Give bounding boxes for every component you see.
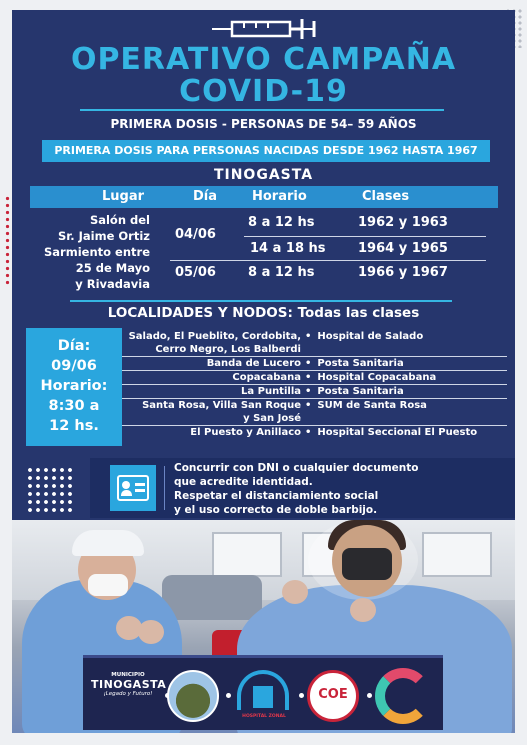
list-item — [122, 399, 507, 426]
sponsor-logos-bar — [83, 655, 443, 730]
row-time: 8 a 12 hs — [248, 265, 315, 280]
locality-line: Santa Rosa, Villa San Roque — [142, 400, 301, 411]
localities-heading: LOCALIDADES Y NODOS: Todas las clases — [107, 305, 420, 321]
health-site: • Hospital Copacabana — [305, 371, 507, 384]
locality-line: Cerro Negro, Los Balberdi — [155, 344, 301, 355]
list-item — [122, 371, 507, 385]
locality-names: La Puntilla — [241, 386, 301, 397]
health-site: • Posta Sanitaria — [305, 385, 507, 398]
hospital-logo — [233, 668, 293, 726]
divider — [164, 466, 165, 510]
locality-names: Copacabana — [232, 372, 301, 383]
requirements-text — [174, 461, 504, 517]
landscape-logo — [167, 670, 219, 722]
separator-dot — [367, 693, 372, 698]
time-value: 8:30 a — [48, 398, 100, 414]
logo-caption: MUNICIPIO — [111, 672, 145, 678]
row-classes: 1962 y 1963 — [358, 215, 448, 230]
page-title-line2: COVID-19 — [179, 74, 348, 109]
requirement-line: y el uso correcto de doble barbijo. — [174, 504, 378, 516]
table-divider — [170, 260, 486, 261]
health-site: • Hospital de Salado — [305, 330, 507, 356]
row-time: 8 a 12 hs — [248, 215, 315, 230]
day-value: 09/06 — [51, 358, 97, 374]
row-day: 05/06 — [175, 265, 216, 280]
date-time-box — [26, 328, 122, 446]
campaign-poster — [12, 10, 515, 733]
health-site: • SUM de Santa Rosa — [305, 399, 507, 425]
separator-dot — [299, 693, 304, 698]
divider — [70, 300, 452, 302]
table-divider — [244, 236, 486, 237]
coe-logo — [307, 670, 359, 722]
list-item — [122, 385, 507, 399]
subtitle: PRIMERA DOSIS - PERSONAS DE 54– 59 AÑOS — [110, 117, 417, 131]
catamarca-logo — [375, 668, 431, 726]
row-time: 14 a 18 hs — [250, 241, 326, 256]
venue-address — [30, 212, 150, 292]
row-day: 04/06 — [175, 227, 216, 242]
list-item — [122, 426, 507, 439]
venue-line: 25 de Mayo — [75, 261, 150, 275]
birth-year-band: PRIMERA DOSIS PARA PERSONAS NACIDAS DESDE 1962 HASTA 1967 — [42, 140, 490, 162]
locality-line: y San José — [243, 413, 301, 424]
logo-caption: HOSPITAL ZONAL — [242, 714, 286, 719]
page-title: OPERATIVO CAMPAÑA — [70, 42, 457, 77]
row-classes: 1964 y 1965 — [358, 241, 448, 256]
syringe-icon — [210, 16, 320, 42]
logo-name: TINOGASTA — [91, 678, 167, 691]
locality-line: Salado, El Pueblito, Cordobita, — [128, 331, 301, 342]
city-heading: TINOGASTA — [213, 167, 314, 183]
logo-tagline: ¡Legado y Futuro! — [103, 691, 153, 697]
requirement-line: Concurrir con DNI o cualquier documento — [174, 462, 419, 474]
requirement-line: Respetar el distanciamiento social — [174, 490, 379, 502]
list-item — [122, 357, 507, 371]
row-classes: 1966 y 1967 — [358, 265, 448, 280]
venue-line: y Rivadavia — [75, 277, 150, 291]
header-place: Lugar — [102, 189, 145, 204]
requirements-box — [90, 458, 515, 518]
schedule-table-header — [30, 186, 498, 208]
divider — [80, 109, 444, 111]
logo-name: COE — [318, 687, 348, 702]
id-card-icon — [110, 465, 156, 511]
time-value: 12 hs. — [49, 418, 99, 434]
venue-line: Sr. Jaime Ortiz — [57, 229, 150, 243]
venue-line: Salón del — [89, 213, 150, 227]
header-time: Horario — [252, 189, 307, 204]
localities-list — [122, 330, 507, 439]
separator-dot — [226, 693, 231, 698]
header-day: Día — [193, 189, 218, 204]
decorative-dots — [26, 466, 74, 514]
day-label: Día: — [57, 338, 91, 354]
venue-line: Sarmiento entre — [44, 245, 150, 259]
locality-names — [122, 399, 305, 425]
list-item — [122, 330, 507, 357]
health-site: • Posta Sanitaria — [305, 357, 507, 370]
header-classes: Clases — [362, 189, 410, 204]
locality-names: Banda de Lucero — [206, 358, 301, 369]
municipality-logo — [91, 672, 165, 697]
locality-names — [122, 330, 305, 356]
requirement-line: que acredite identidad. — [174, 476, 313, 488]
time-label: Horario: — [40, 378, 108, 394]
health-site: • Hospital Seccional El Puesto — [305, 426, 507, 439]
locality-names: El Puesto y Anillaco — [190, 427, 301, 438]
